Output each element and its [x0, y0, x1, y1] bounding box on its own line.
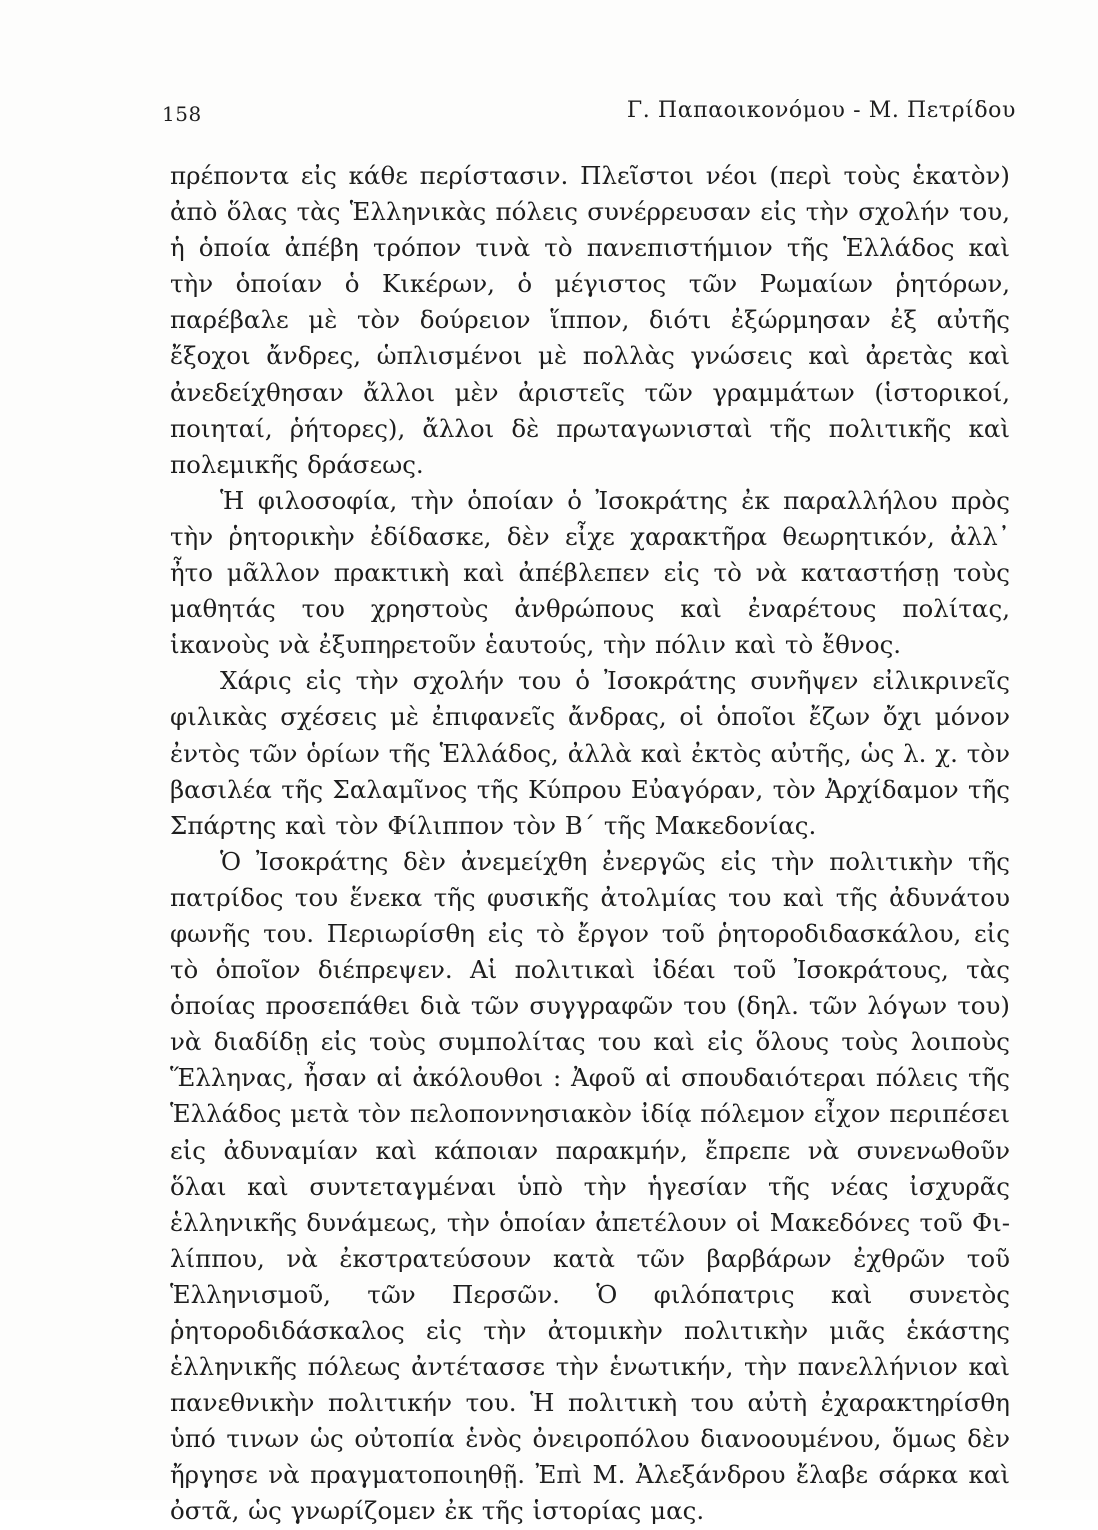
body-text [170, 158, 1010, 1530]
paragraph-3: Χάρις εἰς τὴν σχολήν του ὁ Ἰσοκράτης συνῆψεν εἰλικρινεῖς φιλικὰς σχέσεις μὲ ἐπιφανεῖς ἄνδρας, οἱ ὁποῖοι ἔζων ὄχι μόνον ἐντὸς τῶν ὁρίων τῆς Ἑλλάδος, ἀλλὰ καὶ ἐκτὸς αὐτῆς, ὡς λ. χ. τὸν βασιλέα τῆς Σαλαμῖνος τῆς Κύπρου Εὐαγόραν, τὸν Ἀρχίδαμον τῆς Σπάρτης καὶ τὸν Φίλιππον τὸν Β΄ τῆς Μακεδονίας. [170, 666, 1010, 840]
paragraph-1: πρέποντα εἰς κάθε περίστασιν. Πλεῖστοι νέοι (περὶ τοὺς ἑκατὸν) ἀπὸ ὅλας τὰς Ἑλληνικὰς πόλεις συνέρρευσαν εἰς τὴν σχολήν του, ἡ ὁποία ἀπέβη τρόπον τινὰ τὸ πανεπιστήμιον τῆς Ἑλλάδος καὶ τὴν ὁποίαν ὁ Κικέρων, ὁ μέγιστος τῶν Ρωμαίων ῥητόρων, παρέβαλε μὲ τὸν δούρειον ἵππον, διότι ἐξώρμησαν ἐξ αὐτῆς ἔξοχοι ἄνδρες, ὡπλισμένοι μὲ πολλὰς γνώσεις καὶ ἀρετὰς καὶ ἀνεδείχθησαν ἄλλοι μὲν ἀριστεῖς τῶν γραμμάτων (ἱστορικοί, ποιηταί, ῥήτορες), ἄλλοι δὲ πρωταγωνισταὶ τῆς πολιτικῆς καὶ πολεμικῆς δράσεως. [170, 161, 1010, 479]
paragraph-4: Ὁ Ἰσοκράτης δὲν ἀνεμείχθη ἐνεργῶς εἰς τὴν πολιτικὴν τῆς πατρίδος του ἕνεκα τῆς φυσικῆς ἀτολμίας του καὶ τῆς ἀδυνάτου φωνῆς του. Περιωρίσθη εἰς τὸ ἔργον τοῦ ῥητοροδιδασκάλου, εἰς τὸ ὁποῖον διέπρεψεν. Αἱ πολιτικαὶ ἰδέαι τοῦ Ἰσοκράτους, τὰς ὁποίας προσεπάθει διὰ τῶν συγγραφῶν του (δηλ. τῶν λόγων του) νὰ διαδίδῃ εἰς τοὺς συμπολίτας του καὶ εἰς ὅλους τοὺς λοιποὺς Ἕλληνας, ἦσαν αἱ ἀκόλουθοι : Ἀφοῦ αἱ σπουδαιότεραι πόλεις τῆς Ἑλλάδος μετὰ τὸν πελοποννησιακὸν ἰδίᾳ πόλεμον εἶχον περιπέσει εἰς ἀδυναμίαν καὶ κάποιαν παρακμήν, ἔπρεπε νὰ συνενωθοῦν ὅλαι καὶ συντεταγμέναι ὑπὸ τὴν ἡγεσίαν τῆς νέας ἰσχυρᾶς ἑλληνικῆς δυνάμεως, τὴν ὁποίαν ἀπετέλουν οἱ Μακεδόνες τοῦ Φιλίππου, νὰ ἐκστρατεύσουν κατὰ τῶν βαρβάρων ἐχθρῶν τοῦ Ἑλληνισμοῦ, τῶν Περσῶν. Ὁ φιλόπατρις καὶ συνετὸς ῥητοροδιδάσκαλος εἰς τὴν ἀτομικὴν πολιτικὴν μιᾶς ἑκάστης ἑλληνικῆς πόλεως ἀντέτασσε τὴν ἑνωτικήν, τὴν πανελλήνιον καὶ πανεθνικὴν πολιτικήν του. Ἡ πολιτικὴ του αὐτὴ ἐχαρακτηρίσθη ὑπό τινων ὡς οὐτοπία ἑνὸς ὀνειροπόλου διανοουμένου, ὅμως δὲν ἤργησε νὰ πραγματοποιηθῇ. Ἐπὶ Μ. Ἀλεξάνδρου ἔλαβε σάρκα καὶ ὀστᾶ, ὡς γνωρίζομεν ἐκ τῆς ἱστορίας μας. [170, 846, 1010, 1526]
page-header [162, 92, 1016, 132]
running-head: Γ. Παπαοικονόμου - Μ. Πετρίδου [626, 98, 1016, 123]
page-number: 158 [162, 102, 202, 126]
paragraph-2: Ἡ φιλοσοφία, τὴν ὁποίαν ὁ Ἰσοκράτης ἐκ παραλλήλου πρὸς τὴν ῥητορικὴν ἐδίδασκε, δὲν εἶχε χαρακτῆρα θεωρητικόν, ἀλλ᾽ ἦτο μᾶλλον πρακτικὴ καὶ ἀπέβλεπεν εἰς τὸ νὰ καταστήσῃ τοὺς μαθητάς του χρηστοὺς ἀνθρώπους καὶ ἐναρέτους πολίτας, ἱκανοὺς νὰ ἐξυπηρετοῦν ἑαυτούς, τὴν πόλιν καὶ τὸ ἔθνος. [170, 485, 1010, 660]
